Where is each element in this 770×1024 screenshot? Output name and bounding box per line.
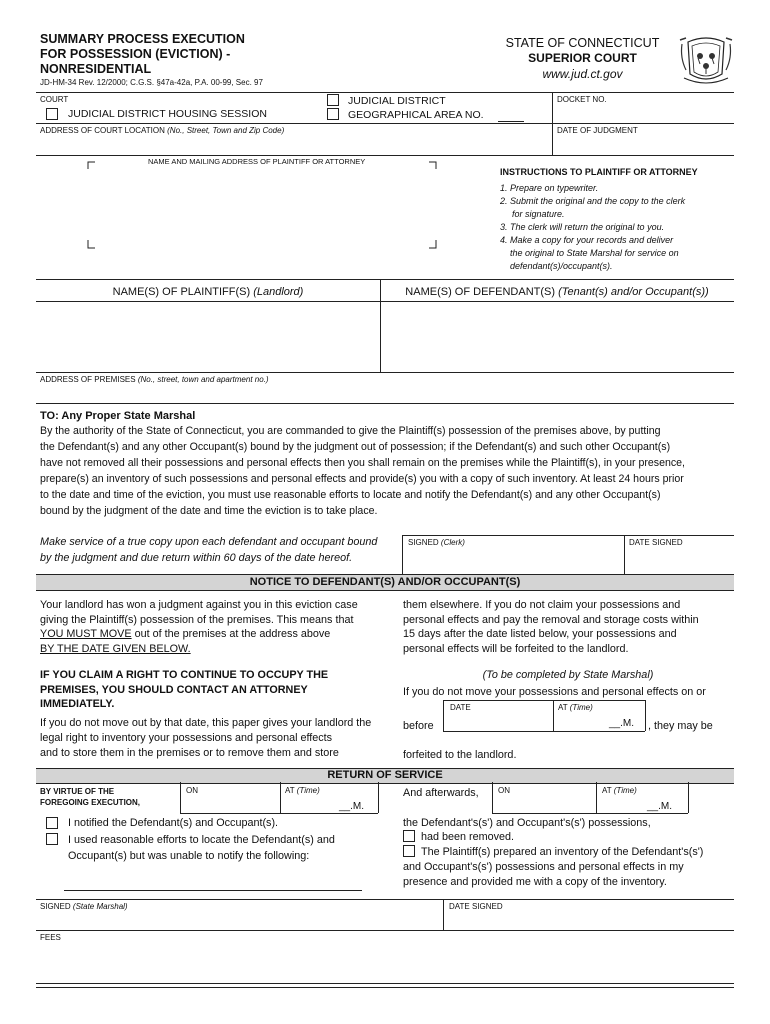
checkbox-removed[interactable] xyxy=(403,830,415,842)
notice-right xyxy=(403,598,699,656)
marshal-date-signed-label: DATE SIGNED xyxy=(449,902,503,911)
service-line: Make service of a true copy upon each defendant and occupant bound xyxy=(40,536,378,548)
command-line: have not removed all their possessions and personal effects then you shall remain on the premises while the Plaintiff(s), in your presence, xyxy=(40,457,685,469)
marshal-date-field[interactable] xyxy=(445,913,732,929)
notice-line: YOU MUST MOVE out of the premises at the address above xyxy=(40,628,331,640)
command-line: to the date and time of the eviction, you must use reasonable efforts to locate and notify the Defendant(s) and any other Occupant(s) xyxy=(40,489,661,501)
checkbox-efforts[interactable] xyxy=(46,833,58,845)
instruction-2: 2. Submit the original and the copy to the clerk xyxy=(500,196,686,206)
clerk-date-field[interactable] xyxy=(626,550,732,572)
rs-am-pm: __.M. xyxy=(339,801,365,812)
unable-to-notify-field[interactable] xyxy=(64,866,362,890)
notified-label: I notified the Defendant(s) and Occupant(s). xyxy=(68,817,279,829)
state-name: STATE OF CONNECTICUT xyxy=(505,36,660,50)
premises-address-field[interactable] xyxy=(38,386,732,402)
plaintiff-names-field[interactable] xyxy=(38,303,378,371)
service-instruction xyxy=(40,534,377,566)
notice-am-pm: __.M. xyxy=(609,718,635,729)
court-label: COURT xyxy=(40,95,69,104)
instruction-1: 1. Prepare on typewriter. xyxy=(500,183,599,193)
by-virtue-label xyxy=(40,786,140,808)
form-title xyxy=(40,32,245,77)
rs-time-field[interactable] xyxy=(282,797,338,812)
court-address-label: ADDRESS OF COURT LOCATION (No., Street, Town and Zip Code) xyxy=(40,126,285,135)
command-line: prepare(s) an inventory of such possessions and personal effects and provide(s) you with a copy of such inventory. At least 24 hours prior xyxy=(40,473,684,485)
plaintiff-address-label: NAME AND MAILING ADDRESS OF PLAINTIFF OR ATTORNEY xyxy=(148,157,366,166)
inventory-line: and Occupant's(s') possessions and personal effects in my xyxy=(403,861,684,873)
to-marshal: TO: Any Proper State Marshal xyxy=(40,410,196,422)
command-line: bound by the judgment of the date and time the eviction is to take place. xyxy=(40,505,378,517)
checkbox-jd[interactable] xyxy=(327,94,339,106)
fees-field[interactable] xyxy=(38,944,732,982)
ga-number-field[interactable] xyxy=(498,121,524,122)
rs2-date-field[interactable] xyxy=(494,797,594,812)
premises-label: ADDRESS OF PREMISES (No., street, town and apartment no.) xyxy=(40,375,269,384)
notice-line: personal effects will be forfeited to the landlord. xyxy=(403,642,629,655)
title-line-1: SUMMARY PROCESS EXECUTION xyxy=(40,32,245,46)
jd-label: JUDICIAL DISTRICT xyxy=(348,95,446,107)
instructions-list xyxy=(500,182,685,273)
ga-label: GEOGRAPHICAL AREA NO. xyxy=(348,109,484,121)
court-name: SUPERIOR COURT xyxy=(528,51,637,65)
checkbox-ga[interactable] xyxy=(327,108,339,120)
notice-date-field[interactable] xyxy=(445,714,551,730)
service-line: by the judgment and due return within 60 days of the date hereof. xyxy=(40,552,353,564)
rs-time-label: AT (Time) xyxy=(285,786,320,795)
notice-line: and to store them in the premises or to remove them and store xyxy=(40,747,339,759)
instruction-4b: the original to State Marshal for service on xyxy=(510,248,679,258)
instruction-4c: defendant(s)/occupant(s). xyxy=(510,261,613,271)
defendant-names-field[interactable] xyxy=(382,303,732,371)
notice-line: giving the Plaintiff(s) possession of the premises. This means that xyxy=(40,613,354,626)
instruction-3: 3. The clerk will return the original to you. xyxy=(500,222,665,232)
notice-line: them elsewhere. If you do not claim your possessions and xyxy=(403,599,681,611)
notice-time-field[interactable] xyxy=(555,714,609,730)
notice-left xyxy=(40,598,400,656)
by-virtue-line: BY VIRTUE OF THE xyxy=(40,787,115,796)
notice-time-label: AT (Time) xyxy=(558,703,593,712)
state-seal-icon xyxy=(678,34,734,88)
notice-line: 15 days after the date listed below, your possessions and xyxy=(403,628,677,640)
notice-line: personal effects and pay the removal and storage costs within xyxy=(403,613,699,626)
notice-bar: NOTICE TO DEFENDANT(S) AND/OR OCCUPANT(S) xyxy=(36,574,734,591)
notice-line: BY THE DATE GIVEN BELOW. xyxy=(40,642,191,655)
inventory-text xyxy=(403,860,684,890)
rs2-on-label: ON xyxy=(498,786,510,795)
before-label: before xyxy=(403,720,434,732)
efforts-line: I used reasonable efforts to locate the Defendant(s) and xyxy=(68,834,335,846)
marshal-signed-label: SIGNED (State Marshal) xyxy=(40,902,128,911)
marshal-signature-field[interactable] xyxy=(38,913,441,929)
efforts-line: Occupant(s) but was unable to notify the following: xyxy=(68,850,310,862)
efforts-label xyxy=(68,832,335,864)
instruction-2b: for signature. xyxy=(512,209,565,219)
instructions-title: INSTRUCTIONS TO PLAINTIFF OR ATTORNEY xyxy=(500,167,698,177)
plaintiff-address-field[interactable] xyxy=(86,166,426,242)
clerk-signed-label: SIGNED (Clerk) xyxy=(408,538,465,547)
title-line-3: NONRESIDENTIAL xyxy=(40,62,152,76)
by-virtue-line: FOREGOING EXECUTION, xyxy=(40,798,141,807)
rs2-time-field[interactable] xyxy=(598,797,646,812)
fees-label: FEES xyxy=(40,933,61,942)
command-line: By the authority of the State of Connecticut, you are commanded to give the Plaintiff(s) possession of the premises above, by putting xyxy=(40,425,661,437)
docket-label: DOCKET NO. xyxy=(557,95,607,104)
checkbox-jd-housing[interactable] xyxy=(46,108,58,120)
inventory-line: The Plaintiff(s) prepared an inventory of the Defendant's(s') xyxy=(421,846,704,858)
court-heading xyxy=(490,36,675,82)
notice-left-2 xyxy=(40,716,371,761)
and-afterwards: And afterwards, xyxy=(403,787,479,799)
rs-date-field[interactable] xyxy=(182,797,278,812)
checkbox-notified[interactable] xyxy=(46,817,58,829)
command-line: the Defendant(s) and any other Occupant(s) bound by the judgment out of possession; if the Defendant(s) and such other Occupant(s) xyxy=(40,441,671,453)
rs2-time-label: AT (Time) xyxy=(602,786,637,795)
forfeited-label: forfeited to the landlord. xyxy=(403,749,517,761)
notice-date-label: DATE xyxy=(450,703,471,712)
notice-line: If you do not move out by that date, this paper gives your landlord the xyxy=(40,717,372,729)
clerk-signature-field[interactable] xyxy=(404,550,622,572)
instruction-4: 4. Make a copy for your records and deliver xyxy=(500,235,674,245)
defendant-names-label: NAME(S) OF DEFENDANT(S) (Tenant(s) and/or Occupant(s)) xyxy=(405,286,709,298)
date-judgment-label: DATE OF JUDGMENT xyxy=(557,126,638,135)
plaintiff-names-label: NAME(S) OF PLAINTIFF(S) (Landlord) xyxy=(112,286,304,298)
removed-label: had been removed. xyxy=(421,831,515,843)
notice-line: legal right to inventory your possessions and personal effects xyxy=(40,732,333,744)
command-text xyxy=(40,423,734,519)
rs-on-label: ON xyxy=(186,786,198,795)
they-may-be: , they may be xyxy=(648,720,713,732)
notice-line: If you do not move your possessions and personal effects on or xyxy=(403,686,706,698)
possessions-label: the Defendant's(s') and Occupant's(s') possessions, xyxy=(403,817,651,829)
court-website: www.jud.ct.gov xyxy=(542,67,623,81)
inventory-line: presence and provided me with a copy of the inventory. xyxy=(403,876,667,888)
claim-line: IF YOU CLAIM A RIGHT TO CONTINUE TO OCCUPY THE xyxy=(40,669,329,681)
claim-line: PREMISES, YOU SHOULD CONTACT AN ATTORNEY xyxy=(40,683,308,696)
checkbox-inventory[interactable] xyxy=(403,845,415,857)
marshal-note: (To be completed by State Marshal) xyxy=(482,669,654,681)
form-id: JD-HM-34 Rev. 12/2000; C.G.S. §47a-42a, P.A. 00-99, Sec. 97 xyxy=(40,78,263,87)
title-line-2: FOR POSSESSION (EVICTION) - xyxy=(40,47,231,61)
claim-line: IMMEDIATELY. xyxy=(40,698,115,710)
claim-warning xyxy=(40,668,328,712)
return-service-bar: RETURN OF SERVICE xyxy=(36,768,734,784)
rs2-am-pm: __.M. xyxy=(647,801,673,812)
clerk-date-signed-label: DATE SIGNED xyxy=(629,538,683,547)
jd-housing-label: JUDICIAL DISTRICT HOUSING SESSION xyxy=(68,108,267,120)
notice-line: Your landlord has won a judgment against you in this eviction case xyxy=(40,599,358,611)
